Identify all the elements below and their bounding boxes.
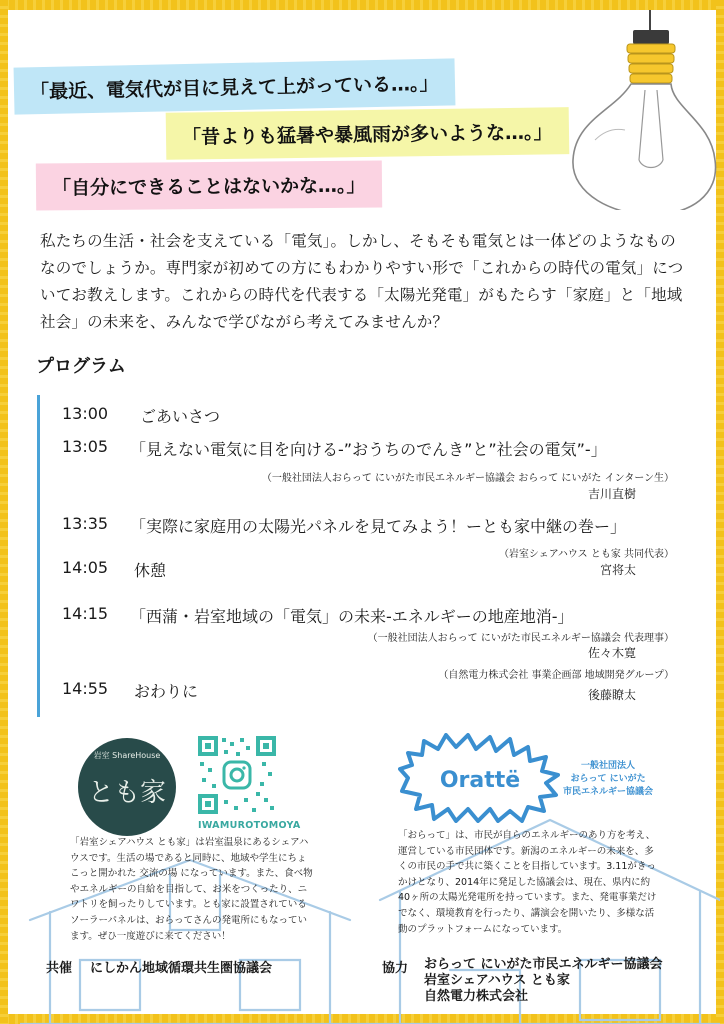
- host-label: 共催: [46, 961, 73, 976]
- program-time: 14:05: [62, 558, 109, 577]
- program-title: 「見えない電気に目を向ける-”おうちのでんき”と”社会の電気”-」: [130, 440, 607, 459]
- oratte-description: 「おらって」は、市民が自らのエネルギーのあり方を考え、運営している市民団体です。新潟のエネルギーの未来を、多くの市民の手で共に築くことを目指しています。3.11がきっかけとなり、2014年に発足した協議会は、現在、県内に約40ヶ所の太陽光発電所を持っています。また、発電事業だけでなく、環境教育を行ったり、講演会を開いたり、多様な活動のプラットフォームになっています。: [398, 830, 657, 935]
- cooperation-organizations: [424, 957, 663, 1005]
- program-time: 14:55: [62, 679, 109, 698]
- timeline-line: [37, 395, 40, 717]
- frame-top-border: [0, 0, 724, 10]
- speaker-name: 宮将太: [599, 563, 636, 577]
- speaker-affiliation: （岩室シェアハウス とも家 共同代表）: [498, 549, 674, 560]
- oratte-logo: [398, 733, 562, 823]
- tomoya-description: 「岩室シェアハウス とも家」は岩室温泉にあるシェアハウスです。生活の場であると同時に、地域や学生にちょこっと開かれた 交流の場 になっています。また、食べ物やエネルギーの自給を目指して、お米をつくったり、ニワトリを飼ったりしています。とも家に設置されているソーラーパネルは、おらってさんの発電所にもなっています。ぜひ一度遊びに来てください！: [70, 837, 313, 942]
- speaker-name: 佐々木寛: [587, 646, 636, 660]
- tomoya-logo: [78, 738, 176, 836]
- frame-left-border: [0, 0, 8, 1024]
- oratte-org-name: [563, 760, 653, 799]
- program-title: おわりに: [134, 682, 199, 701]
- cooperation-label: 協力: [382, 961, 409, 976]
- tomoya-logo-title: とも家: [87, 778, 166, 808]
- speaker-affiliation: （一般社団法人おらって にいがた市民エネルギー協議会 代表理事）: [367, 633, 674, 644]
- oratte-org-line: 市民エネルギー協議会: [563, 787, 654, 797]
- program-title: 「実際に家庭用の太陽光パネルを見てみよう！ーとも家中継の巻ー」: [130, 517, 627, 536]
- speaker-affiliation: （自然電力株式会社 事業企画部 地域開発グループ）: [438, 670, 674, 681]
- program-heading: プログラム: [36, 356, 126, 377]
- program-title: 休憩: [134, 561, 167, 580]
- intro-paragraph: 私たちの生活・社会を支えている「電気」。しかし、そもそも電気とは一体どのようなものなのでしょうか。専門家が初めての方にもわかりやすい形で「これからの時代の電気」についてお教えします。これからの時代を代表する「太陽光発電」がもたらす「家庭」と「地域社会」の未来を、みんなで学びながら考えてみませんか？: [40, 232, 684, 331]
- program-time: 13:00: [62, 404, 109, 423]
- cooperation-org: おらって にいがた市民エネルギー協議会: [424, 957, 663, 972]
- quote-extreme-weather: 「昔よりも猛暑や暴風雨が多いような…。」: [166, 107, 569, 160]
- program-title: 「西蒲・岩室地域の「電気」の未来-エネルギーの地産地消-」: [130, 607, 574, 626]
- program-time: 14:15: [62, 604, 109, 623]
- speaker-name: 吉川直樹: [587, 487, 636, 501]
- speaker-affiliation: （一般社団法人おらって にいがた市民エネルギー協議会 おらって にいがた インターン生）: [261, 473, 674, 484]
- program-title: ごあいさつ: [140, 407, 221, 426]
- oratte-org-line: おらって にいがた: [570, 774, 646, 784]
- tomoya-logo-subtitle: 岩室 ShareHouse: [93, 751, 161, 760]
- speaker-name: 後藤瞭太: [587, 688, 636, 702]
- oratte-logo-text: Orattë: [439, 768, 521, 793]
- program-time: 13:05: [62, 437, 109, 456]
- cooperation-org: 自然電力株式会社: [424, 989, 529, 1004]
- cooperation-org: 岩室シェアハウス とも家: [424, 973, 570, 988]
- instagram-qr-code[interactable]: [196, 734, 278, 816]
- program-time: 13:35: [62, 514, 109, 533]
- quote-electricity-cost: 「最近、電気代が目に見えて上がっている…。」: [14, 58, 455, 114]
- oratte-org-line: 一般社団法人: [581, 761, 636, 771]
- host-organization: にしかん地域循環共生圏協議会: [90, 961, 273, 976]
- quote-what-can-i-do: 「自分にできることはないかな…。」: [36, 160, 382, 210]
- qr-caption: IWAMUROTOMOYA: [198, 820, 301, 831]
- light-bulb-icon: [555, 10, 720, 210]
